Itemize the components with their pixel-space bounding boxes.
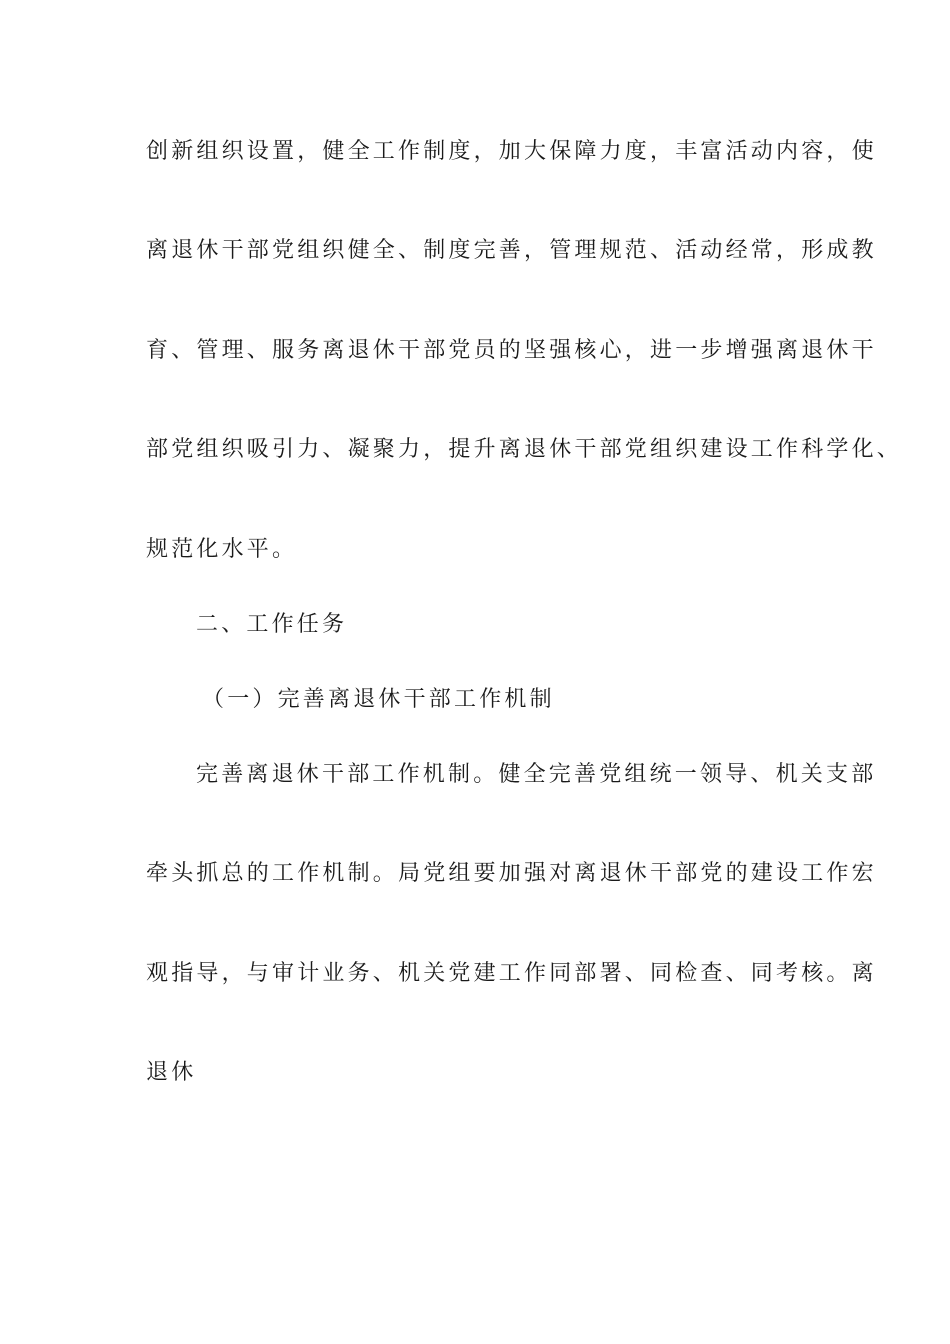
paragraph-line: 育、管理、服务离退休干部党员的坚强核心，进一步增强离退休干 [146, 338, 877, 363]
paragraph-line: 牵头抓总的工作机制。局党组要加强对离退休干部党的建设工作宏 [146, 861, 877, 886]
paragraph-line: 完善离退休干部工作机制。健全完善党组统一领导、机关支部 [196, 762, 877, 787]
paragraph-line: 退休 [146, 1060, 197, 1085]
paragraph-line: 规范化水平。 [146, 537, 298, 562]
paragraph-line: 部党组织吸引力、凝聚力，提升离退休干部党组织建设工作科学化、 [146, 437, 903, 462]
paragraph-line: 观指导，与审计业务、机关党建工作同部署、同检查、同考核。离 [146, 961, 877, 986]
paragraph-line: 离退休干部党组织健全、制度完善，管理规范、活动经常，形成教 [146, 238, 877, 263]
paragraph-line: 创新组织设置，健全工作制度，加大保障力度，丰富活动内容，使 [146, 139, 877, 164]
section-heading: 二、工作任务 [196, 612, 348, 637]
subsection-heading: （一）完善离退休干部工作机制 [202, 687, 555, 712]
